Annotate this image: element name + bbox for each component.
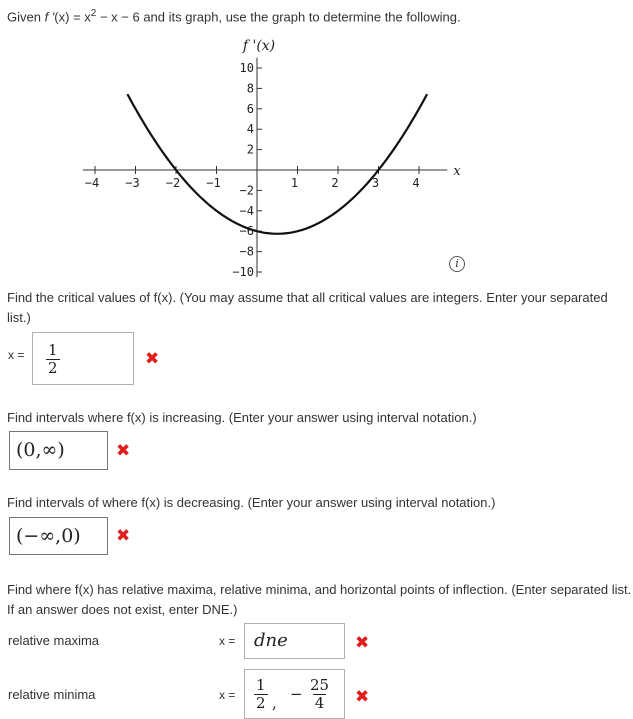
min-fraction-2 (308, 677, 331, 712)
max-incorrect-icon: ✖ (355, 633, 370, 652)
min-separator: , (272, 694, 277, 712)
y-tick-label: −8 (239, 244, 254, 259)
relative-minima-input[interactable] (244, 669, 345, 719)
x-tick-label: 4 (412, 176, 420, 190)
x-tick-label: 3 (371, 176, 380, 190)
relative-maxima-input[interactable] (244, 623, 345, 659)
prompt-fprime: f ' (44, 9, 55, 25)
q3-instructions: Find intervals of where f(x) is decreasing. (Enter your answer using interval notation.) (7, 495, 496, 510)
y-tick-label: 6 (246, 101, 254, 116)
q3-incorrect-icon: ✖ (116, 526, 131, 545)
relative-maxima-label: relative maxima (8, 633, 100, 648)
y-tick-label: −2 (239, 183, 254, 198)
min-num-2: 25 (310, 676, 330, 694)
min-fraction-1 (254, 677, 268, 712)
q2-answer: (0,∞) (16, 439, 65, 461)
derivative-graph (0, 30, 461, 279)
min-incorrect-icon: ✖ (355, 687, 370, 706)
y-tick-label: 10 (239, 61, 254, 75)
prompt-exponent: 2 (90, 8, 97, 19)
prompt-text-mid: (x) = x (54, 9, 91, 25)
x-tick-label: −1 (206, 176, 221, 190)
q1-answer-denominator: 2 (48, 359, 58, 377)
x-tick-label: −3 (125, 176, 140, 190)
q1-instructions: Find the critical values of f(x). (You may assume that all critical values are integers. Enter your separated list.) (7, 290, 612, 325)
y-tick-label: 4 (246, 122, 254, 137)
min-x-label: x = (219, 688, 236, 702)
y-tick-label: 8 (246, 81, 254, 96)
q3-answer: (−∞,0) (16, 525, 81, 547)
max-x-label: x = (219, 634, 236, 648)
min-den-2: 4 (314, 694, 325, 712)
y-tick-label: −10 (232, 265, 254, 279)
prompt-text-before: Given (7, 9, 45, 25)
min-den-1: 2 (256, 694, 266, 712)
q1-answer-fraction (46, 342, 60, 377)
problem-prompt (7, 8, 461, 24)
increasing-interval-input[interactable] (9, 431, 108, 470)
q4-instructions: Find where f(x) has relative maxima, relative minima, and horizontal points of inflection. (Enter separated list. If an answer does not exist, enter DNE.) (7, 582, 632, 617)
prompt-text-after: − x − 6 and its graph, use the graph to determine the following. (96, 9, 461, 25)
relative-minima-label: relative minima (8, 687, 96, 702)
x-axis-title: x (453, 164, 461, 179)
max-answer: dne (254, 630, 288, 651)
y-tick-label: −6 (239, 224, 254, 239)
q1-x-label: x = (8, 348, 25, 362)
x-tick-label: −4 (84, 176, 100, 190)
decreasing-interval-input[interactable] (9, 517, 108, 555)
y-axis-title: f '(x) (242, 37, 276, 54)
critical-values-input[interactable] (32, 332, 134, 385)
x-tick-label: 2 (331, 176, 339, 190)
derivative-curve (127, 94, 427, 234)
min-num-1: 1 (256, 676, 266, 694)
q1-incorrect-icon: ✖ (145, 349, 160, 368)
x-tick-label: −2 (165, 176, 181, 190)
info-icon[interactable]: i (449, 256, 465, 272)
y-tick-label: 2 (246, 142, 254, 157)
y-tick-label: −4 (239, 203, 254, 218)
q2-instructions: Find intervals where f(x) is increasing. (Enter your answer using interval notation.) (7, 410, 477, 425)
q2-incorrect-icon: ✖ (116, 441, 131, 460)
min-minus-sign: − (290, 685, 303, 703)
x-tick-label: 1 (290, 176, 299, 190)
q1-answer-numerator: 1 (48, 341, 58, 359)
